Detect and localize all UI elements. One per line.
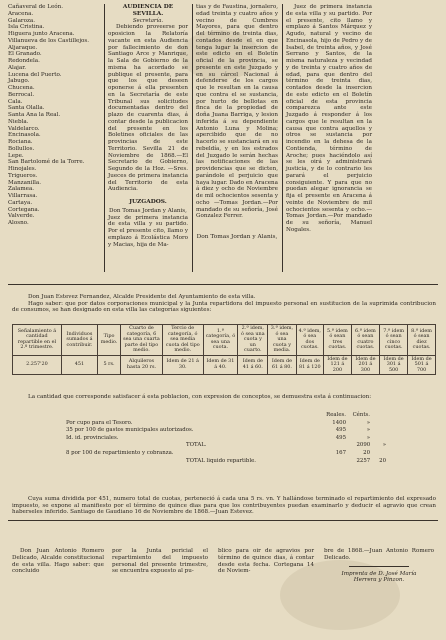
town-item: Alosno. xyxy=(8,220,29,226)
table-header-cell: 1.ª categoría, ó sea una cuota. xyxy=(203,325,238,356)
table-header-cell: 8.ª idem ó sean diez cuotas. xyxy=(408,325,436,356)
totals-row xyxy=(66,427,386,435)
totals-cents: 20 xyxy=(379,457,386,464)
bottom-col-3 xyxy=(218,548,314,575)
town-item: Higuera junto Aracena. xyxy=(8,31,75,37)
town-item: Chucena. xyxy=(8,85,35,91)
totals-cents: » xyxy=(366,434,370,441)
column-divider xyxy=(282,4,283,272)
totals-label: TOTAL. xyxy=(186,442,207,449)
table-header-cell: Individuos sumados á contribuir. xyxy=(61,325,97,356)
imprenta-rule xyxy=(349,566,409,567)
totals-reales: 495 xyxy=(335,434,346,441)
reales-header: Reales. xyxy=(326,412,346,418)
column-divider xyxy=(192,4,193,272)
bottom-text-4: bre de 1868.—Juan Antonio Romero Delicado. xyxy=(324,548,434,561)
totals-intro xyxy=(12,394,436,401)
town-item: El Granado. xyxy=(8,51,42,58)
table-header-cell: 4.ª idem, ó sea dos cuotas. xyxy=(296,325,323,356)
table-cell: Alquileros hasta 20 rs. xyxy=(120,355,162,375)
secretaria-subheading: Secretaría. xyxy=(132,17,164,24)
table-header-cell: Tipo medio. xyxy=(98,325,121,356)
section-rule xyxy=(8,284,438,285)
town-item: San Bartolomé de la Torre. xyxy=(8,159,85,166)
town-item: Zalamea. xyxy=(8,186,35,193)
town-item: Encinasola. xyxy=(8,132,41,139)
audiencia-column xyxy=(108,4,188,248)
audiencia-heading: AUDIENCIA DE SEVILLA. xyxy=(122,4,174,17)
audiencia-text: Debiendo proveerse por oposicion la Relatoría vacante en esta Audiencia por fallecimiento de don Santiago Arce y Manrique, la Sala de Gobierno de la misma ha acordado se publique el presente, para que los que deseen oponerse á ella presenten en la Secretaría de este Tribunal sus solicitudes documentadas dentro del plazo de cuarenta dias, á contar desde la publicacion del presente en los Boletines oficiales de las provincias de este Territorio. Sevilla 21 de Noviembre de 1868.—El Secretario de Gobierno, Segundo de la Hoz. —Sres. Jueces de primera instancia del Territorio de esta Audiencia. xyxy=(108,24,188,193)
totals-row xyxy=(66,442,386,450)
edict-signature: Don Tomas Jordan y Alanis, xyxy=(196,234,278,240)
cents-header: Cénts. xyxy=(352,412,370,418)
table-cell: Idem de 21 á 30. xyxy=(162,355,203,375)
edict-column-1 xyxy=(196,4,278,241)
totals-header-row xyxy=(66,412,386,420)
table-cell: 451 xyxy=(61,355,97,375)
totals-label: Por cupo para el Tesoro. xyxy=(66,419,133,426)
table-cell: Idem de 61 á 80. xyxy=(268,355,296,375)
edict-column-2 xyxy=(286,4,372,234)
town-item: Alajar. xyxy=(8,64,27,71)
town-item: Redondela. xyxy=(8,58,40,64)
column-divider xyxy=(104,4,105,272)
totals-reales: 2257 xyxy=(356,457,371,464)
bottom-col-2 xyxy=(112,548,208,575)
table-header-cell: Tercio de categoría, ó sea media cuota del tipo medio. xyxy=(162,325,203,356)
town-item: Galaroza. xyxy=(8,17,36,24)
town-item: Aljaraque. xyxy=(8,44,38,51)
town-item: Cortegana. xyxy=(8,206,40,213)
totals-cents: » xyxy=(366,427,370,434)
table-header-cell: 6.ª idem ó sean cuatro cuotas. xyxy=(351,325,379,356)
totals-cents: » xyxy=(382,442,386,449)
town-item: Valverde. xyxy=(8,213,35,220)
table-cell: 2.257'20 xyxy=(13,355,62,375)
juzgados-heading: JUZGADOS. xyxy=(129,199,167,205)
table-cell: 5 rs. xyxy=(98,355,121,375)
town-item: Isla Cristina. xyxy=(8,24,45,31)
alcalde-notice xyxy=(12,294,436,314)
town-item: Manzanilla. xyxy=(8,179,42,186)
town-item: Cañaveral de León. xyxy=(8,4,64,10)
imprenta-line-2: Herrera y Pinzon. xyxy=(353,577,405,584)
totals-row xyxy=(66,450,386,458)
closing-text: Cuya suma dividida por 451, numero total de cuotas, perteneció á cada una 5 rs. vn. Y hallándose terminado el repartimiento del expresado impuesto, se expone al manifiesto por el término de quince dias para que los contribuyentes puedan examinarlo y deducir el agravio que crean haberseles inferido. Santiago de Gaudiano 16 de Noviembre de 1868.—Juan Estevez. xyxy=(12,496,436,516)
town-item: Trigueros. xyxy=(8,172,38,179)
table-header-cell: 2.ª idem, ó sea una cuota y un cuarto. xyxy=(238,325,268,356)
totals-reales: 1400 xyxy=(332,419,346,426)
table-header-cell: Cuarto de categoría, 6 sea una cuarta parte del tipo medio. xyxy=(120,325,162,356)
table-row xyxy=(13,355,436,375)
table-cell: Idem de 501 á 700 xyxy=(408,355,436,375)
town-item: Bollullos. xyxy=(8,145,35,152)
bottom-col-4 xyxy=(324,548,434,584)
bottom-text-2: por la Junta pericial el repartimiento del impuesto personal del presente trimestre, se encuentra expuesto al pu- xyxy=(112,548,208,575)
notice-line-2: Hago saber: que por datos corporaciones municipal y la Junta repartidora del impuesto personal en sustitucion de la suprimida contribucion de consumos, se han designado en esta villa las categorías siguientes: xyxy=(12,300,436,314)
town-item: Cala. xyxy=(8,98,23,105)
table-cell: Idem de 201 á 300 xyxy=(351,355,379,375)
juzgados-text: Juez de primera instancia de esta villa y su partido. Por el presente cito, llamo y emplazo á Ecolástica Moro y Macias, hija de Ma- xyxy=(108,214,188,248)
totals-intro-text: La cantidad que corresponde satisfacer á esta poblacion, con expresion de conceptos, se demuestra esta á continuacion: xyxy=(28,394,372,400)
totals-row xyxy=(66,435,386,443)
table-header-cell: Señalamiento á cantidad repartible en el 2.º trimestre. xyxy=(13,325,62,356)
edict-text-1: tias y de Faustina, jornalero, edad treinta y cuatro años y vecino de Cumbres Mayores, para que dentro del término de treinta dias, contados desde el en que tenga lugar la insercion de este edicto en el Boletín oficial de la provincia, se presente en este Juzgado y en su cárcel Nacional á defenderse de los cargos que le resultan en la causa que contra el se sustancia, por hurto de bellotas en finca de la propiedad de doña Juana Barriga, y lesion inferida á su dependiente Antonio Luna y Molina; apercibido que de no hacerlo se sustanciará en su rebeldía, y en los estrados del Juzgado le serán hechas las notificaciones de las providencias que se dicten, parándole el perjuicio que haya lugar. Dado en Aracena á diez y ocho de Noviembre de mil ochocientos sesenta y ocho —Tomas Jordan.—Por mandado de su señoría, José Gonzalez Ferrer. xyxy=(196,4,278,220)
towns-list xyxy=(8,4,100,227)
town-item: Villarrasa. xyxy=(8,193,38,199)
table-cell: Idem de 121 á 200 xyxy=(324,355,352,375)
totals-cents: 20 xyxy=(363,449,370,456)
town-item: Niebla. xyxy=(8,118,29,125)
table-cell: Idem de 301 á 500 xyxy=(380,355,408,375)
totals-reales: 167 xyxy=(335,449,346,456)
totals-label: TOTAL liquido repartible. xyxy=(186,457,256,464)
table-header-row xyxy=(13,325,436,356)
categories-table xyxy=(12,324,436,375)
section-rule xyxy=(8,520,438,521)
totals-block xyxy=(66,412,386,465)
town-item: Valdelarco. xyxy=(8,125,40,132)
town-item: Aracena. xyxy=(8,10,34,17)
notice-line-1: Don Juan Estevez Fernandez, Alcalde Presidente del Ayuntamiento de esta villa. xyxy=(28,294,256,300)
table-cell: Idem de 81 á 120 xyxy=(296,355,323,375)
totals-label: Id. id. provinciales. xyxy=(66,434,119,441)
town-item: Berrocal. xyxy=(8,91,35,98)
town-item: Cartaya. xyxy=(8,199,33,206)
edict-text-2: Juez de primera instancia de esta villa y su partido. Por el presente, cito llamo y emplazo á Santos Márquez y Agudo, natural y vecino de Encinasola, hijo de Pedro y de Isabel, de treinta años, y José Serrano y Santos, de la misma naturaleza y vecindad y de treinta y cuatro años de edad, para que dentro del término de treinta dias, contados desde la insercion de este edicto en el Boletín oficial de esta provincia comparezca ante este Juzgado á responder á los cargos que le resultan en la causa que contra aquellos y otros se sustancia por incendio en la dehesa de la Contienda, término de Aroche; pues haciéndolo así se les oirá y administrará justicia, y de lo contrario les parará el perjuicio consiguiente. Y para que no puedan alegar ignorancia se fija el presente en Aracena á veinte de Noviembre de mil ochocientos sesenta y ocho.—Tomas Jordan.—Por mandado de su señoría, Manuel Nogales. xyxy=(286,4,372,233)
town-item: Villanueva de los Castillejos. xyxy=(8,37,90,44)
totals-row xyxy=(66,458,386,466)
town-item: Santa Olalla. xyxy=(8,105,45,112)
juzgados-signature: Don Tomas Jordan y Alanis, xyxy=(109,207,187,214)
totals-cents: » xyxy=(366,419,370,426)
table-header-cell: 5.ª idem ó sean tres cuotas. xyxy=(324,325,352,356)
totals-reales: 2090 xyxy=(356,442,371,449)
totals-label: 35 por 100 de gastos municipales autorizados. xyxy=(66,427,194,434)
town-item: Lepe. xyxy=(8,152,24,159)
town-item: Jabugo. xyxy=(8,78,30,85)
totals-label: 8 por 100 de repartimiento y cobranza. xyxy=(66,449,174,456)
town-item: Hinojales. xyxy=(8,166,37,172)
bottom-text-1: Don Juan Antonio Romero Delicado, Alcalde constitucional de esta villa. Hago saber: que concluido xyxy=(12,548,104,575)
totals-row xyxy=(66,420,386,428)
town-item: Rociana. xyxy=(8,139,33,145)
table-cell: Idem de 31 á 40. xyxy=(203,355,238,375)
town-item: Lucena del Puerto. xyxy=(8,71,62,78)
table-cell: Idem de 41 á 60. xyxy=(238,355,268,375)
bottom-col-1 xyxy=(12,548,104,575)
totals-reales: 495 xyxy=(335,427,346,434)
bottom-text-3: blico para oir de agravios por término de quince dias, á contar desde esta fecha. Cortegana 14 de Noviem- xyxy=(218,548,314,575)
town-item: Santa Ana la Real. xyxy=(8,112,61,118)
closing-paragraph xyxy=(12,496,436,516)
table-header-cell: 3.ª idem, ó sea una cuota y media. xyxy=(268,325,296,356)
imprenta-line-1: Imprenta de D. José María xyxy=(341,570,417,577)
table-header-cell: 7.ª idem ó sean cinco cuotas. xyxy=(380,325,408,356)
